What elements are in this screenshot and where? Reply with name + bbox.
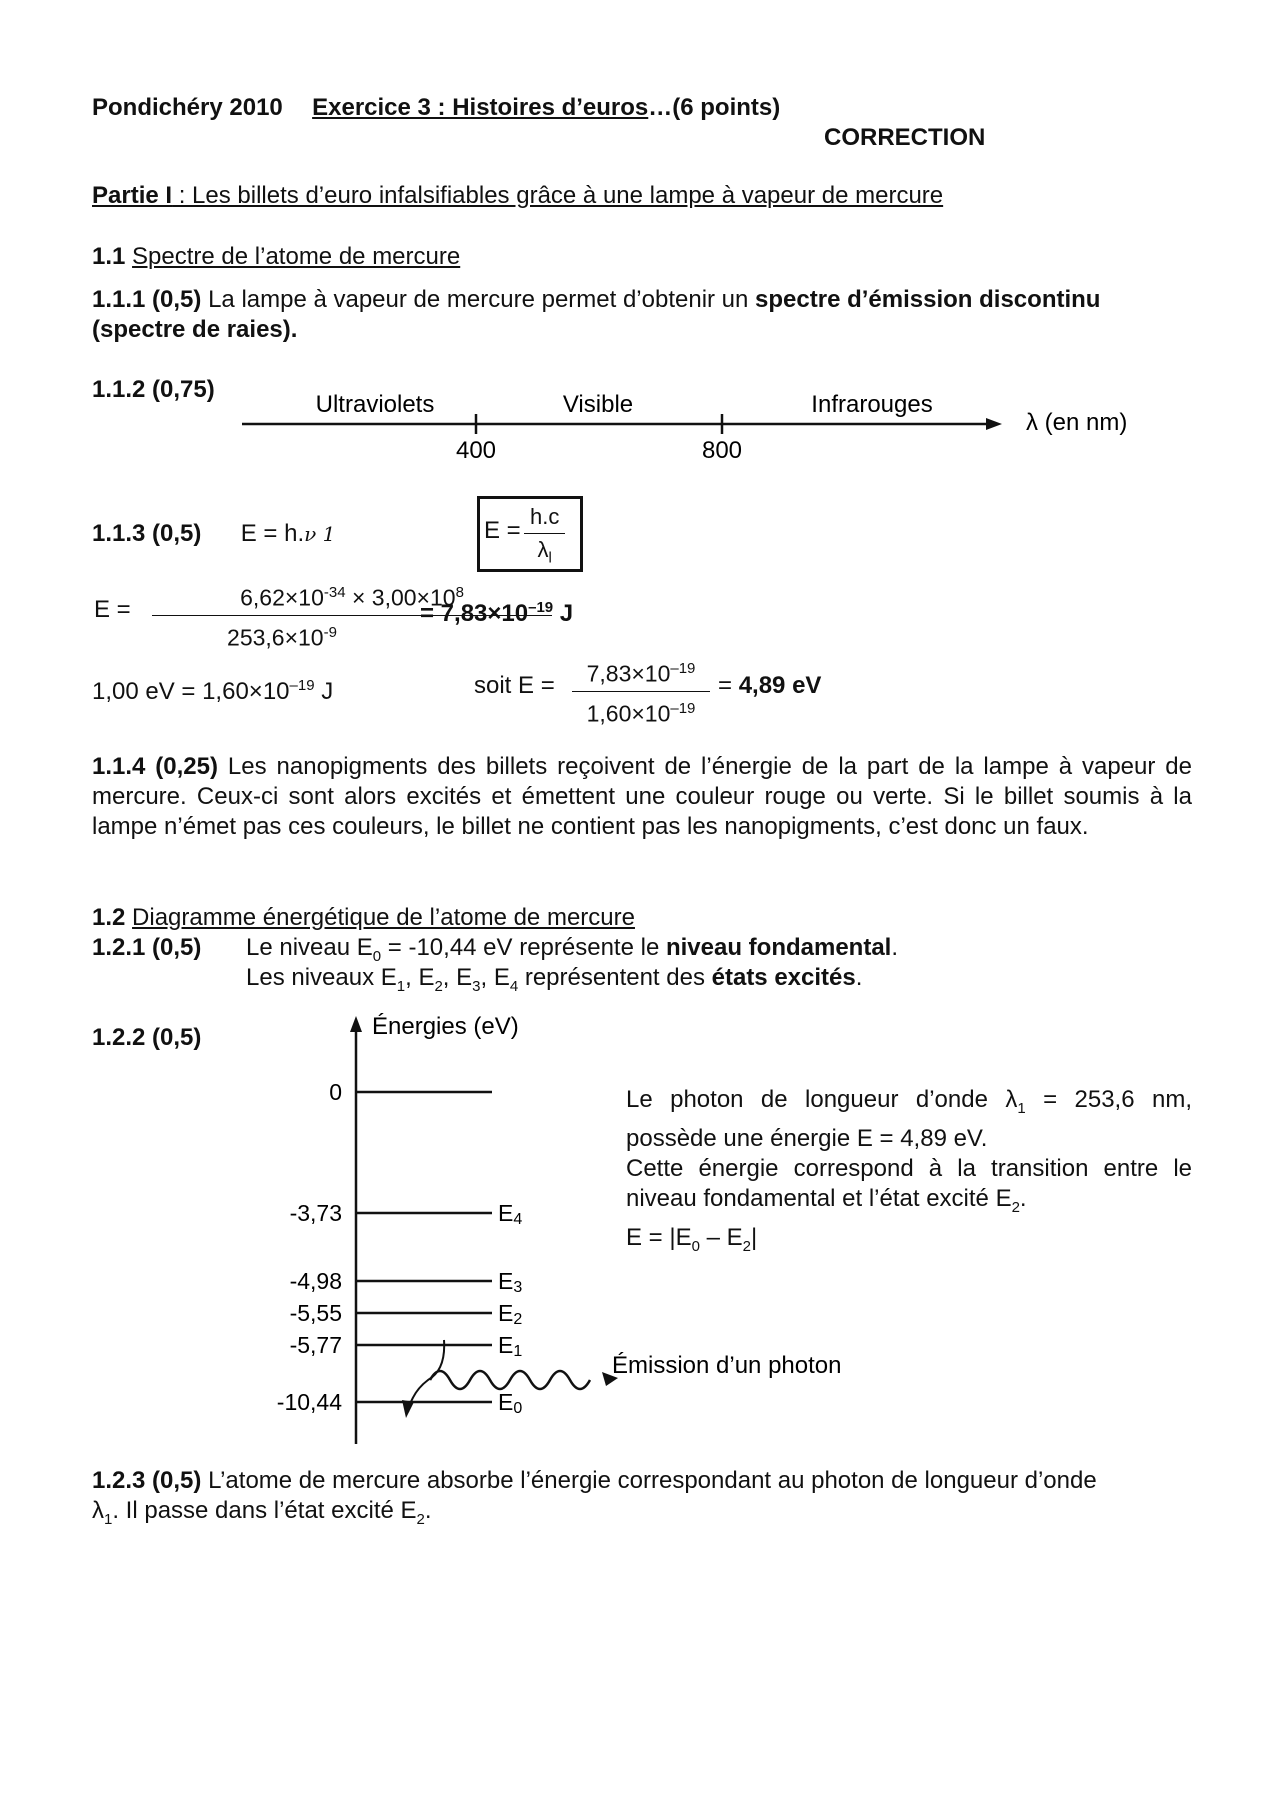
q121-number: 1.2.1 (0,5)	[92, 934, 202, 961]
question-number: 1.1.3 (0,5)	[92, 520, 202, 547]
q123-l2b: . Il passe dans l’état excité E	[112, 1497, 417, 1524]
energy-levels	[277, 1079, 523, 1417]
calc-result-unit: J	[553, 600, 574, 627]
transition-arrow-icon	[402, 1400, 414, 1418]
energy-level-name	[498, 1268, 522, 1296]
energy-level-value: -3,73	[289, 1200, 342, 1226]
exp-line4	[626, 1184, 1192, 1223]
exp1b: = 253,6 nm,	[1025, 1086, 1192, 1113]
exp4b: .	[1019, 1184, 1027, 1212]
section-1-1	[92, 243, 460, 271]
exp5s2: 2	[742, 1237, 751, 1255]
box-fraction	[524, 501, 565, 574]
q122-explanation	[626, 1085, 1192, 1261]
soit-den-exp: –19	[670, 699, 696, 717]
calc-result-exp: –19	[528, 599, 554, 616]
ev-conv-exp: –19	[289, 677, 315, 694]
energy-level-letter: E	[498, 1300, 514, 1326]
emission-label: Émission d’un photon	[612, 1352, 842, 1379]
soit-result	[718, 672, 821, 700]
spectrum-axis	[0, 380, 1280, 470]
fraction-numerator: h.c	[524, 501, 565, 534]
energy-axis-arrow-icon	[350, 1016, 362, 1032]
question-number: 1.1.4 (0,25)	[92, 753, 218, 780]
exp1a: Le photon de longueur d’onde λ	[626, 1086, 1018, 1113]
question-number: 1.2.3 (0,5)	[92, 1467, 202, 1494]
q123-l2sub2: 2	[416, 1510, 425, 1528]
header-source: Pondichéry 2010	[92, 94, 283, 121]
energy-level-name	[498, 1200, 522, 1228]
q121-l2bold: états excités	[711, 964, 856, 991]
ev-conversion	[92, 672, 333, 706]
energy-level-letter: E	[498, 1200, 514, 1226]
soit-den-a: 1,60×10	[586, 700, 671, 727]
q121-l2a: Les niveaux E	[246, 964, 397, 991]
exp1sub: 1	[1017, 1099, 1026, 1117]
calc-result-a: = 7,83×10	[420, 600, 529, 627]
part1-text: : Les billets d’euro infalsifiables grâce à une lampe à vapeur de mercure	[172, 182, 944, 209]
exp-line5	[626, 1223, 1192, 1262]
exp5b: – E	[699, 1223, 743, 1251]
calc-e-label: E =	[94, 596, 131, 623]
part1-label: Partie I	[92, 182, 173, 209]
uv-label: Ultraviolets	[315, 391, 435, 418]
section-title: Diagramme énergétique de l’atome de mercure	[132, 904, 635, 931]
exp-line1	[626, 1085, 1192, 1124]
q123-l2c: .	[424, 1497, 432, 1524]
section-number: 1.2	[92, 904, 126, 931]
soit-fraction	[572, 652, 710, 730]
energy-level-subscript: 1	[513, 1343, 523, 1360]
box-e-label: E =	[484, 517, 521, 544]
q111-bold2: (spectre de raies).	[92, 316, 298, 343]
q121-line2	[246, 964, 862, 1001]
q111-paragraph	[92, 285, 1192, 345]
energy-level-subscript: 3	[513, 1279, 523, 1296]
energy-level-value: -5,55	[289, 1300, 342, 1326]
ir-label: Infrarouges	[811, 391, 933, 418]
q121-l2c: , E	[442, 964, 473, 991]
calc-denominator	[152, 616, 412, 655]
calc-num-b: × 3,00×10	[345, 584, 456, 611]
formula-box	[477, 496, 583, 572]
header-exercise: Exercice 3 : Histoires d’euros	[312, 94, 649, 121]
q114-paragraph	[92, 752, 1192, 842]
exp5a: E = |E	[626, 1223, 692, 1251]
soit-num-a: 7,83×10	[586, 660, 671, 687]
ev-conv-a: 1,00 eV = 1,60×10	[92, 678, 290, 705]
exp4a: niveau fondamental et l’état excité E	[626, 1184, 1012, 1212]
axis-arrow-icon	[986, 418, 1002, 430]
section-1-2	[92, 904, 635, 932]
lambda-symbol: λ	[537, 537, 549, 562]
energy-level-subscript: 0	[513, 1400, 523, 1417]
q113-line	[92, 520, 335, 548]
soit-num-exp: –19	[670, 660, 696, 677]
q123-l2a: λ	[92, 1497, 104, 1524]
q123-l2sub: 1	[104, 1510, 113, 1528]
fraction-denominator	[524, 534, 565, 574]
q114-text: Les nanopigments des billets reçoivent de l’énergie de la part de la lampe à vapeur de mercure. Ceux-ci sont alors excités et émettent une couleur rouge ou verte. Si le billet soumis à la lampe n’émet pas ces couleurs, le billet ne contient pas les nanopigments, c’est donc un faux.	[92, 753, 1192, 840]
axis-label: λ (en nm)	[1026, 409, 1128, 436]
energy-level-value: -4,98	[289, 1268, 342, 1294]
header-line	[92, 94, 780, 122]
header-points: …(6 points)	[648, 94, 781, 121]
calc-num-exp2: 8	[455, 584, 464, 601]
q121-l1b: = -10,44 eV représente le	[381, 934, 666, 961]
q121-l2d: , E	[480, 964, 510, 991]
q111-text: La lampe à vapeur de mercure permet d’obtenir un	[201, 286, 756, 313]
section-number: 1.1	[92, 243, 126, 270]
nu-symbol: ν 1	[304, 522, 336, 546]
q121-l2f: .	[855, 964, 863, 991]
q121-l2s3: 3	[472, 977, 481, 995]
q111-bold: spectre d’émission discontinu	[755, 286, 1101, 313]
q112-number: 1.1.2 (0,75)	[92, 376, 215, 403]
section-title: Spectre de l’atome de mercure	[132, 243, 461, 270]
q123-paragraph	[92, 1466, 1192, 1535]
energy-axis-label: Énergies (eV)	[372, 1013, 519, 1040]
correction-label: CORRECTION	[824, 124, 986, 151]
exp5s1: 0	[691, 1237, 700, 1255]
q123-text: L’atome de mercure absorbe l’énergie correspondant au photon de longueur d’onde	[201, 1467, 1097, 1494]
q121-l1c: .	[891, 934, 899, 961]
q121-l1a: Le niveau E	[246, 934, 373, 961]
tick-label-400: 400	[455, 437, 497, 464]
q121-l1sub: 0	[372, 947, 382, 965]
calc-den-a: 253,6×10	[227, 624, 324, 651]
exp5c: |	[751, 1223, 758, 1251]
q121-l2s4: 4	[509, 977, 519, 995]
ev-conv-unit: J	[314, 678, 334, 705]
question-number: 1.1.1 (0,5)	[92, 286, 202, 313]
energy-level-value: -5,77	[289, 1332, 342, 1358]
q121-l2e: représentent des	[518, 964, 712, 991]
energy-level-letter: E	[498, 1389, 514, 1415]
energy-level-letter: E	[498, 1268, 514, 1294]
energy-level-subscript: 2	[513, 1311, 523, 1328]
exp-line3: Cette énergie correspond à la transition entre le	[626, 1154, 1192, 1182]
energy-level-name	[498, 1332, 522, 1360]
soit-equals: =	[718, 672, 733, 699]
soit-result-value: 4,89 eV	[738, 672, 822, 699]
lambda-subscript: l	[548, 549, 552, 567]
q121-l2s2: 2	[434, 977, 443, 995]
photon-wave	[430, 1371, 590, 1389]
q121-l2s1: 1	[396, 977, 406, 995]
formula-text: E = h.	[240, 520, 305, 547]
tick-label-800: 800	[701, 437, 743, 464]
visible-label: Visible	[562, 391, 634, 418]
exp-line2: possède une énergie E = 4,89 eV.	[626, 1124, 988, 1152]
q121-l1bold: niveau fondamental	[665, 934, 892, 961]
energy-level-value: 0	[329, 1079, 342, 1105]
soit-label: soit E =	[474, 672, 555, 699]
energy-level-value: -10,44	[276, 1389, 342, 1415]
q121-l2b: , E	[405, 964, 435, 991]
energy-level-subscript: 4	[513, 1211, 523, 1228]
calc-den-exp: -9	[323, 623, 337, 641]
calc-result	[420, 594, 573, 628]
energy-level-name	[498, 1389, 522, 1417]
soit-denominator	[572, 692, 710, 731]
part1-title	[92, 182, 943, 210]
soit-numerator	[572, 652, 710, 692]
exp4sub: 2	[1011, 1198, 1020, 1216]
calc-num-a: 6,62×10	[240, 584, 324, 611]
energy-level-name	[498, 1300, 522, 1328]
energy-level-letter: E	[498, 1332, 514, 1358]
q122-number: 1.2.2 (0,5)	[92, 1024, 202, 1051]
calc-num-exp1: -34	[323, 584, 346, 601]
